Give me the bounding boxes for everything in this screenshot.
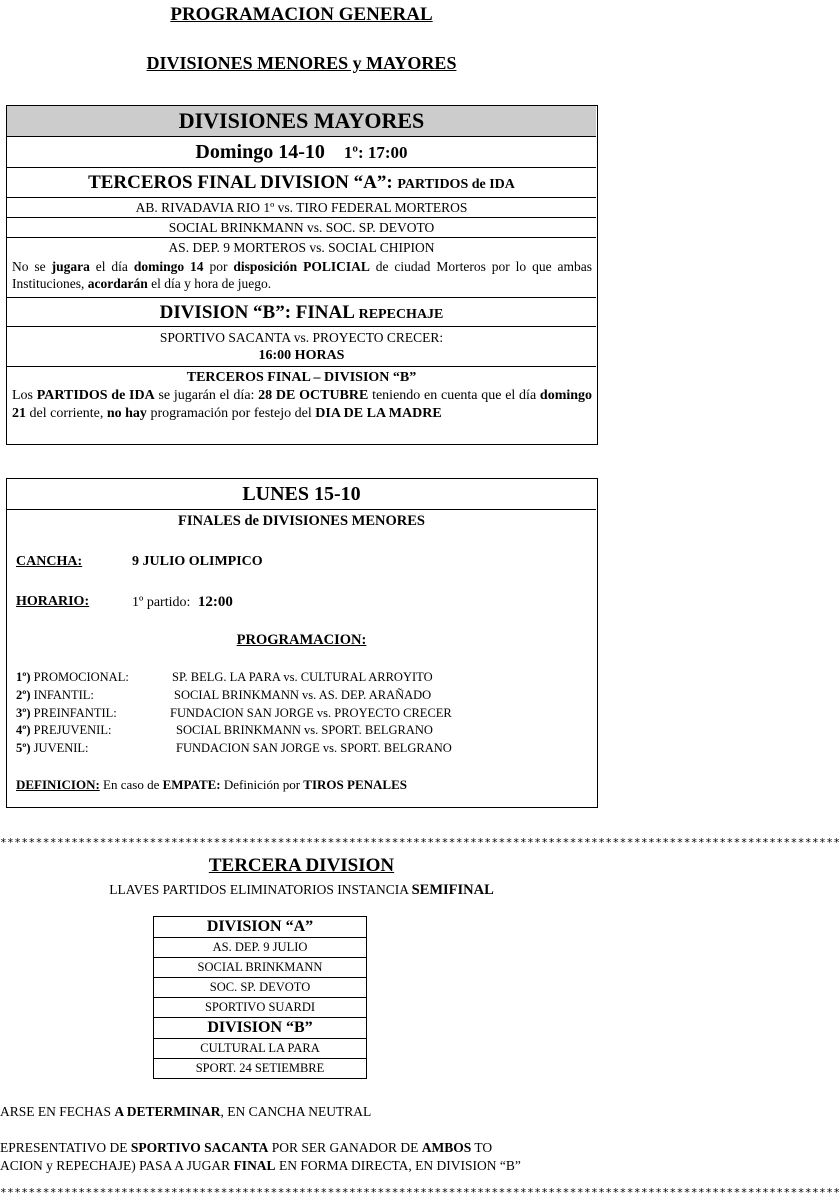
prog-row: [16, 723, 433, 738]
terceros-a-row: [7, 168, 596, 198]
match-a-1: AB. RIVADAVIA RIO 1º vs. TIRO FEDERAL MORTEROS: [7, 198, 596, 218]
cancha-label: CANCHA:: [16, 554, 83, 569]
note-b-text: se jugarán el día:: [154, 388, 259, 403]
note-a-bold: disposición POLICIAL: [233, 259, 370, 274]
division-b-title: DIVISION “B”: FINAL: [159, 302, 354, 323]
prog-match: FUNDACION SAN JORGE vs. PROYECTO CRECER: [170, 706, 452, 720]
note-a-bold: domingo 14: [133, 259, 204, 274]
horario-label: HORARIO:: [16, 594, 90, 609]
prog-category: INFANTIL:: [30, 688, 94, 702]
terceros-b-title: TERCEROS FINAL – DIVISION “B”: [186, 370, 417, 385]
note-text: ACION y REPECHAJE) PASA A JUGAR: [0, 1158, 234, 1173]
note-bold: A DETERMINAR: [114, 1104, 221, 1119]
mayores-heading: DIVISIONES MAYORES: [7, 106, 596, 137]
note-b-text: Los: [12, 388, 37, 403]
note-text: , EN CANCHA NEUTRAL: [220, 1104, 372, 1119]
tercera-note-1: [0, 1104, 371, 1120]
definicion-row: [16, 777, 407, 793]
note-text: ARSE EN FECHAS: [0, 1104, 115, 1119]
definicion-label: DEFINICION:: [16, 777, 100, 792]
mayores-date-row: [7, 137, 596, 168]
prog-match: SOCIAL BRINKMANN vs. AS. DEP. ARAÑADO: [174, 688, 432, 702]
mayores-date: Domingo 14-10: [195, 141, 325, 163]
table-team: CULTURAL LA PARA: [154, 1039, 366, 1059]
semifinal-table: [153, 916, 367, 1079]
note-text: EN FORMA DIRECTA, EN DIVISION “B”: [275, 1158, 521, 1173]
separator-stars: **********************************************************************************************************************: [0, 1186, 840, 1199]
prog-category: PREJUVENIL:: [30, 723, 112, 737]
table-team: SPORT. 24 SETIEMBRE: [195, 1061, 325, 1075]
prog-row: [16, 706, 452, 721]
match-a-2: SOCIAL BRINKMANN vs. SOC. SP. DEVOTO: [7, 218, 596, 238]
match-b-time: 16:00 HORAS: [7, 346, 596, 367]
prog-category: PROMOCIONAL:: [30, 670, 129, 684]
table-team: AS. DEP. 9 JULIO: [154, 938, 366, 958]
prog-match: FUNDACION SAN JORGE vs. SPORT. BELGRANO: [176, 741, 452, 755]
prog-row: [16, 688, 431, 703]
tercera-note-2: [0, 1140, 603, 1156]
definicion-text: Definición por: [220, 777, 304, 792]
table-division-b: DIVISION “B”: [154, 1018, 366, 1039]
note-a-bold: jugara: [51, 259, 90, 274]
note-text: POR SER GANADOR DE: [268, 1140, 422, 1155]
note-a-text: el día y hora de juego.: [147, 276, 272, 291]
page-title: PROGRAMACION GENERAL: [170, 4, 433, 25]
prog-match: SOCIAL BRINKMANN vs. SPORT. BELGRANO: [176, 723, 433, 737]
menores-heading: LUNES 15-10: [7, 479, 596, 510]
note-b-bold: PARTIDOS de IDA: [36, 388, 155, 403]
note-bold: AMBOS: [421, 1140, 472, 1155]
menores-subheading: FINALES de DIVISIONES MENORES: [178, 513, 425, 529]
table-team: SPORTIVO SUARDI: [154, 998, 366, 1018]
prog-num: 1º): [16, 670, 31, 684]
prog-num: 3º): [16, 706, 31, 720]
definicion-bold: EMPATE:: [162, 777, 221, 792]
note-text: EPRESENTATIVO DE: [0, 1140, 131, 1155]
note-a-text: No se: [12, 259, 52, 274]
note-b-text: programación por festejo del: [146, 406, 316, 421]
page-subtitle: DIVISIONES MENORES y MAYORES: [146, 53, 457, 73]
note-b-bold: no hay: [106, 406, 147, 421]
note-a-text: por: [203, 259, 234, 274]
horario-row: [132, 594, 233, 611]
note-bold: FINAL: [233, 1158, 276, 1173]
table-team: SOC. SP. DEVOTO: [154, 978, 366, 998]
match-a-3: AS. DEP. 9 MORTEROS vs. SOCIAL CHIPION: [168, 240, 435, 255]
tercera-note-3: [0, 1158, 603, 1174]
definicion-bold: TIROS PENALES: [303, 777, 407, 792]
prog-category: PREINFANTIL:: [30, 706, 117, 720]
note-b-text: del corriente,: [26, 406, 107, 421]
horario-value: 12:00: [197, 594, 233, 610]
note-b: [12, 387, 592, 423]
terceros-a-suffix: PARTIDOS de IDA: [397, 177, 515, 192]
note-a-text: de ciudad Morteros por lo que ambas Instituciones,: [12, 259, 592, 291]
table-division-a: DIVISION “A”: [154, 917, 366, 938]
horario-prefix: 1º partido:: [132, 595, 191, 610]
note-b-bold: DIA DE LA MADRE: [315, 406, 442, 421]
match-b: SPORTIVO SACANTA vs. PROYECTO CRECER:: [159, 330, 444, 345]
division-b-row: [7, 298, 596, 327]
note-a-text: el día: [89, 259, 134, 274]
definicion-text: En caso de: [99, 777, 163, 792]
note-bold: SPORTIVO SACANTA: [130, 1140, 269, 1155]
llaves-line: [0, 882, 603, 899]
llaves-bold: SEMIFINAL: [411, 882, 494, 898]
mayores-time: 1º: 17:00: [343, 143, 408, 162]
prog-row: [16, 670, 433, 685]
table-team: SOCIAL BRINKMANN: [154, 958, 366, 978]
prog-num: 2º): [16, 688, 31, 702]
prog-row: [16, 741, 452, 756]
prog-num: 4º): [16, 723, 31, 737]
programacion-label: PROGRAMACION:: [236, 632, 367, 648]
separator-stars: **********************************************************************************************************************: [0, 836, 840, 849]
note-a-bold: acordarán: [87, 276, 148, 291]
terceros-a-title: TERCEROS FINAL DIVISION “A”:: [88, 172, 393, 193]
note-b-bold: 28 DE OCTUBRE: [258, 388, 369, 403]
note-b-text: teniendo en cuenta que el día: [368, 388, 540, 403]
prog-match: SP. BELG. LA PARA vs. CULTURAL ARROYITO: [172, 670, 433, 684]
note-b-bold: domingo 21: [12, 388, 593, 421]
prog-num: 5º): [16, 741, 31, 755]
llaves-text: LLAVES PARTIDOS ELIMINATORIOS INSTANCIA: [109, 882, 412, 897]
division-b-suffix: REPECHAJE: [358, 307, 444, 322]
tercera-heading: TERCERA DIVISION: [208, 855, 395, 876]
prog-category: JUVENIL:: [30, 741, 89, 755]
note-a: [12, 258, 592, 292]
cancha-value: 9 JULIO OLIMPICO: [132, 554, 263, 569]
note-text: TO: [471, 1140, 493, 1155]
